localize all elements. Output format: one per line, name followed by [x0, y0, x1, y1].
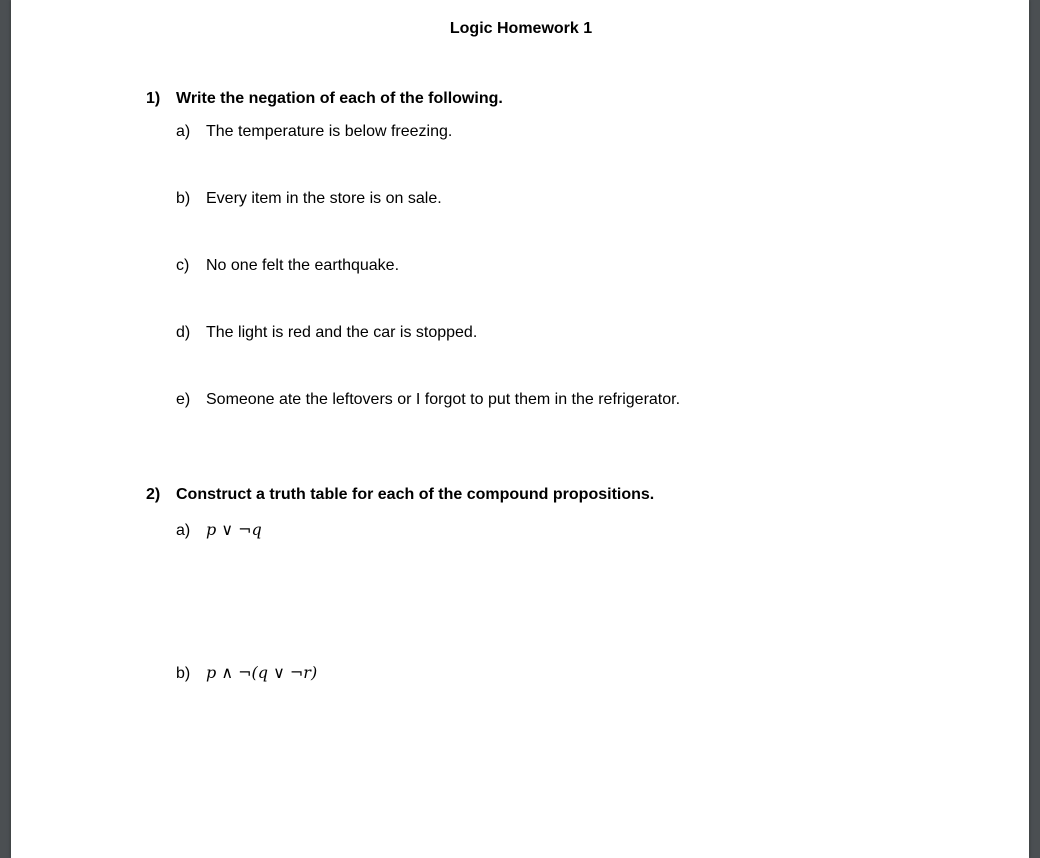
question-2-prompt: Construct a truth table for each of the compound propositions.: [176, 486, 655, 503]
item-letter: a): [176, 123, 191, 140]
item-text: No one felt the earthquake.: [206, 257, 400, 274]
question-2: [146, 486, 654, 504]
item-letter: d): [176, 324, 191, 341]
item-letter: b): [176, 190, 191, 207]
item-text: The light is red and the car is stopped.: [206, 324, 478, 341]
item-letter: b): [176, 665, 191, 682]
item-letter: a): [176, 522, 191, 539]
page-title: Logic Homework 1: [449, 20, 593, 37]
question-1-number: 1): [146, 90, 161, 107]
question-1-item-d: [176, 324, 477, 342]
document-page: [11, 0, 1029, 858]
viewer-scrollbar-track[interactable]: [1030, 0, 1040, 858]
question-2-number: 2): [146, 486, 161, 503]
question-1-item-e: [176, 391, 680, 409]
item-text: Every item in the store is on sale.: [206, 190, 442, 207]
question-1-item-b: [176, 190, 442, 208]
question-1-item-c: [176, 257, 399, 275]
item-letter: c): [176, 257, 190, 274]
viewer-background-left: [0, 0, 10, 858]
item-text: The temperature is below freezing.: [206, 123, 453, 140]
question-2-item-a: [176, 520, 262, 540]
question-1-prompt: Write the negation of each of the following.: [176, 90, 503, 107]
item-letter: e): [176, 391, 191, 408]
question-2-item-b: [176, 663, 317, 683]
proposition-formula: p ∧ ¬(q ∨ ¬r): [206, 663, 318, 682]
question-1-item-a: [176, 123, 452, 141]
item-text: Someone ate the leftovers or I forgot to put them in the refrigerator.: [206, 391, 681, 408]
proposition-formula: p ∨ ¬q: [206, 520, 262, 539]
question-1: [146, 90, 503, 108]
